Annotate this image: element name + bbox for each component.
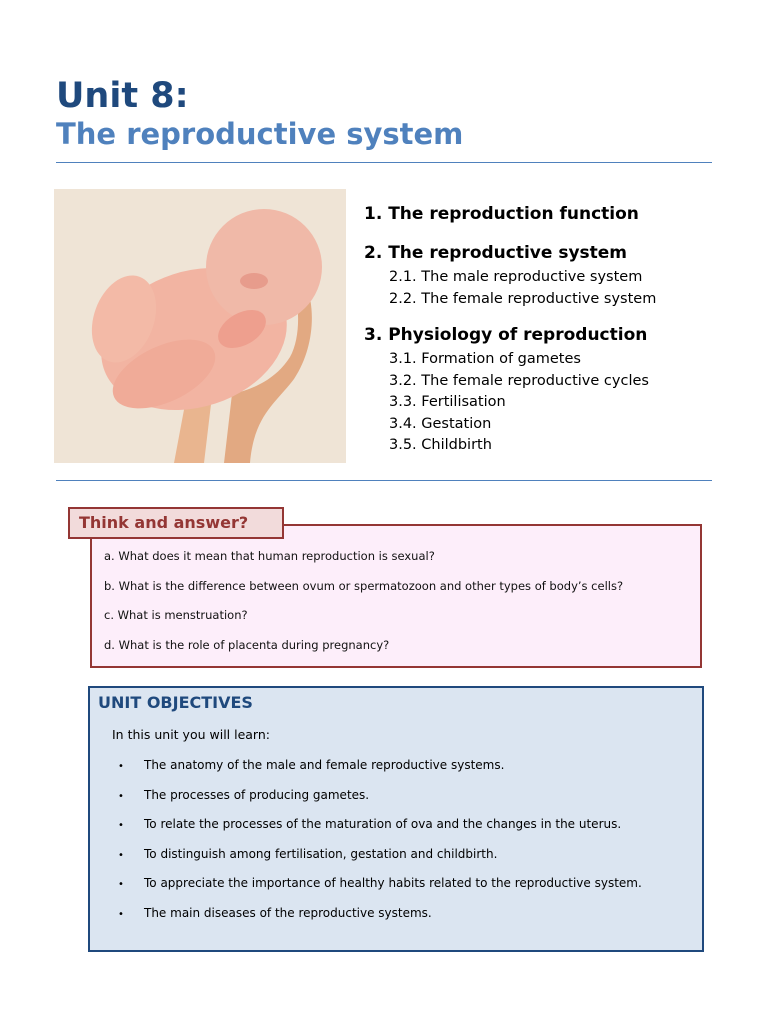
think-question: c. What is menstruation? bbox=[104, 608, 248, 622]
middle-divider bbox=[56, 480, 712, 481]
contents-subsection: 3.3. Fertilisation bbox=[389, 394, 506, 410]
objective-item: • The anatomy of the male and female reproductive systems. bbox=[118, 757, 504, 775]
contents-subsection: 3.4. Gestation bbox=[389, 415, 492, 432]
bullet-icon: • bbox=[118, 820, 124, 831]
bullet-icon: • bbox=[118, 909, 124, 920]
contents-subsection: 2.1. The male reproductive system bbox=[389, 269, 643, 285]
objective-item: • To appreciate the importance of healthy habits related to the reproductive system. bbox=[118, 875, 642, 893]
objective-item: • The processes of producing gametes. bbox=[118, 787, 369, 805]
unit-objectives-title: UNIT OBJECTIVES bbox=[98, 693, 253, 712]
contents-subsection: 3.2. The female reproductive cycles bbox=[389, 372, 649, 389]
think-question: a. What does it mean that human reproduction is sexual? bbox=[104, 549, 435, 563]
think-question: b. What is the difference between ovum or spermatozoon and other types of body’s cells? bbox=[104, 579, 624, 593]
baby-in-hands-photo bbox=[54, 189, 346, 463]
contents-section-2: 2. The reproductive system bbox=[364, 243, 628, 263]
objective-item: • To relate the processes of the maturation of ova and the changes in the uterus. bbox=[118, 816, 621, 834]
think-question: d. What is the role of placenta during pregnancy? bbox=[104, 638, 390, 652]
top-divider bbox=[56, 162, 712, 163]
unit-objectives-intro: In this unit you will learn: bbox=[112, 727, 270, 742]
contents-subsection: 2.2. The female reproductive system bbox=[389, 290, 657, 307]
contents-section-1: 1. The reproduction function bbox=[364, 204, 639, 224]
bullet-icon: • bbox=[118, 761, 124, 772]
objective-item: • The main diseases of the reproductive systems. bbox=[118, 905, 432, 923]
bullet-icon: • bbox=[118, 879, 124, 890]
bullet-icon: • bbox=[118, 850, 124, 861]
contents-section-3: 3. Physiology of reproduction bbox=[364, 325, 648, 345]
contents-subsection: 3.1. Formation of gametes bbox=[389, 351, 581, 367]
unit-number-heading: Unit 8: bbox=[56, 76, 189, 116]
contents-subsection: 3.5. Childbirth bbox=[389, 437, 492, 453]
unit-title-heading: The reproductive system bbox=[56, 117, 464, 151]
contents-list bbox=[364, 200, 724, 457]
think-and-answer-label: Think and answer? bbox=[68, 507, 284, 539]
objective-item: • To distinguish among fertilisation, gestation and childbirth. bbox=[118, 846, 497, 864]
bullet-icon: • bbox=[118, 791, 124, 802]
